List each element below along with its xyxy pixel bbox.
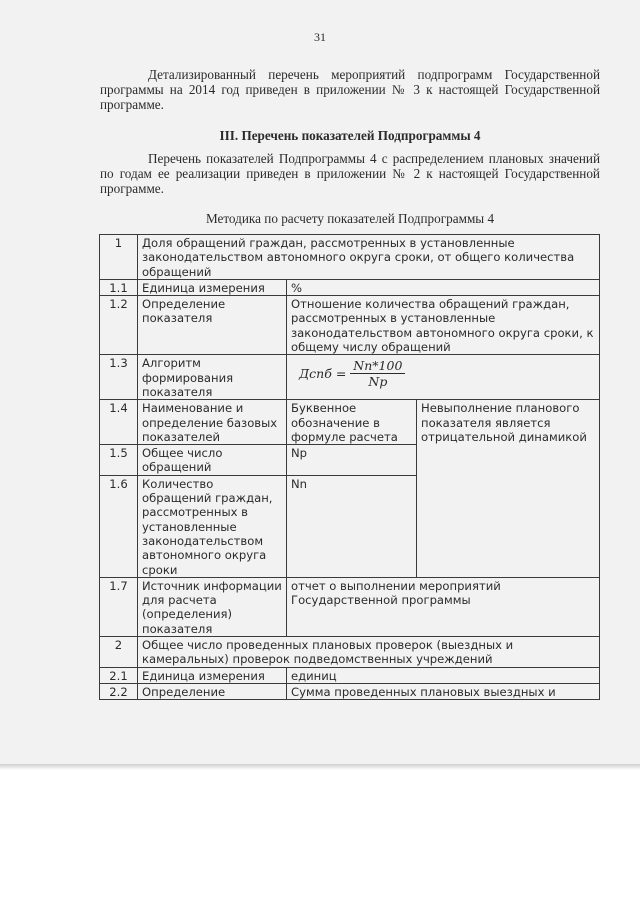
page-number: 31 <box>314 30 326 44</box>
row-label: Единица измерения <box>138 667 287 683</box>
indicator-title: Доля обращений граждан, рассмотренных в установленные законодательством автономного округа сроки, от общего количества обращений <box>138 235 600 280</box>
row-number: 1 <box>100 235 138 280</box>
row-value: % <box>287 279 600 295</box>
row-value: единиц <box>287 667 600 683</box>
row-number: 2 <box>100 637 138 668</box>
table-row <box>100 279 600 295</box>
row-value: Буквенное обозначение в формуле расчета <box>287 400 417 445</box>
table-caption: Методика по расчету показателей Подпрограммы 4 <box>205 211 495 226</box>
formula-cell <box>287 355 600 400</box>
row-value: Сумма проведенных плановых выездных и <box>287 683 600 699</box>
formula-lhs: Дспб = <box>299 366 347 382</box>
table-row <box>100 355 600 400</box>
row-label: Общее число обращений <box>138 445 287 476</box>
row-label: Количество обращений граждан, рассмотренных в установленные законодательством автономного округа сроки <box>138 475 287 577</box>
row-number: 1.3 <box>100 355 138 400</box>
methodology-table <box>99 234 600 700</box>
row-number: 1.6 <box>100 475 138 577</box>
row-value: Nn <box>287 475 417 577</box>
row-value: отчет о выполнении мероприятий Государственной программы <box>287 577 600 636</box>
row-number: 1.4 <box>100 400 138 445</box>
indicator-title: Общее число проведенных плановых проверок (выездных и камеральных) проверок подведомственных учреждений <box>138 637 600 668</box>
formula <box>299 358 405 390</box>
paragraph-detailed-list: Детализированный перечень мероприятий подпрограмм Государственной программы на 2014 год приведен в приложении № 3 к настоящей Государственной программе. <box>100 67 600 112</box>
row-number: 1.1 <box>100 279 138 295</box>
formula-fraction <box>350 358 405 390</box>
row-value: Отношение количества обращений граждан, рассмотренных в установленные законодательством автономного округа сроки, к общему числу обращений <box>287 296 600 355</box>
row-number: 2.2 <box>100 683 138 699</box>
row-label: Определение показателя <box>138 296 287 355</box>
table-row <box>100 667 600 683</box>
table-row <box>100 400 600 445</box>
scan-edge <box>0 764 640 770</box>
row-value: Np <box>287 445 417 476</box>
row-label: Определение <box>138 683 287 699</box>
table-row <box>100 637 600 668</box>
table-row <box>100 683 600 699</box>
note-cell: Невыполнение планового показателя является отрицательной динамикой <box>417 400 600 578</box>
row-number: 1.2 <box>100 296 138 355</box>
row-number: 2.1 <box>100 667 138 683</box>
formula-numerator: Nn*100 <box>350 358 405 374</box>
row-label: Единица измерения <box>138 279 287 295</box>
row-label: Источник информации для расчета (определения) показателя <box>138 577 287 636</box>
paragraph-indicators-list: Перечень показателей Подпрограммы 4 с распределением плановых значений по годам ее реализации приведен в приложении № 2 к настоящей Государственной программе. <box>100 151 600 196</box>
formula-denominator: Np <box>368 374 388 390</box>
section-title: III. Перечень показателей Подпрограммы 4 <box>219 128 481 143</box>
row-number: 1.5 <box>100 445 138 476</box>
row-label: Алгоритм формирования показателя <box>138 355 287 400</box>
row-label: Наименование и определение базовых показателей <box>138 400 287 445</box>
table-row <box>100 296 600 355</box>
table-row <box>100 235 600 280</box>
row-number: 1.7 <box>100 577 138 636</box>
table-row <box>100 577 600 636</box>
